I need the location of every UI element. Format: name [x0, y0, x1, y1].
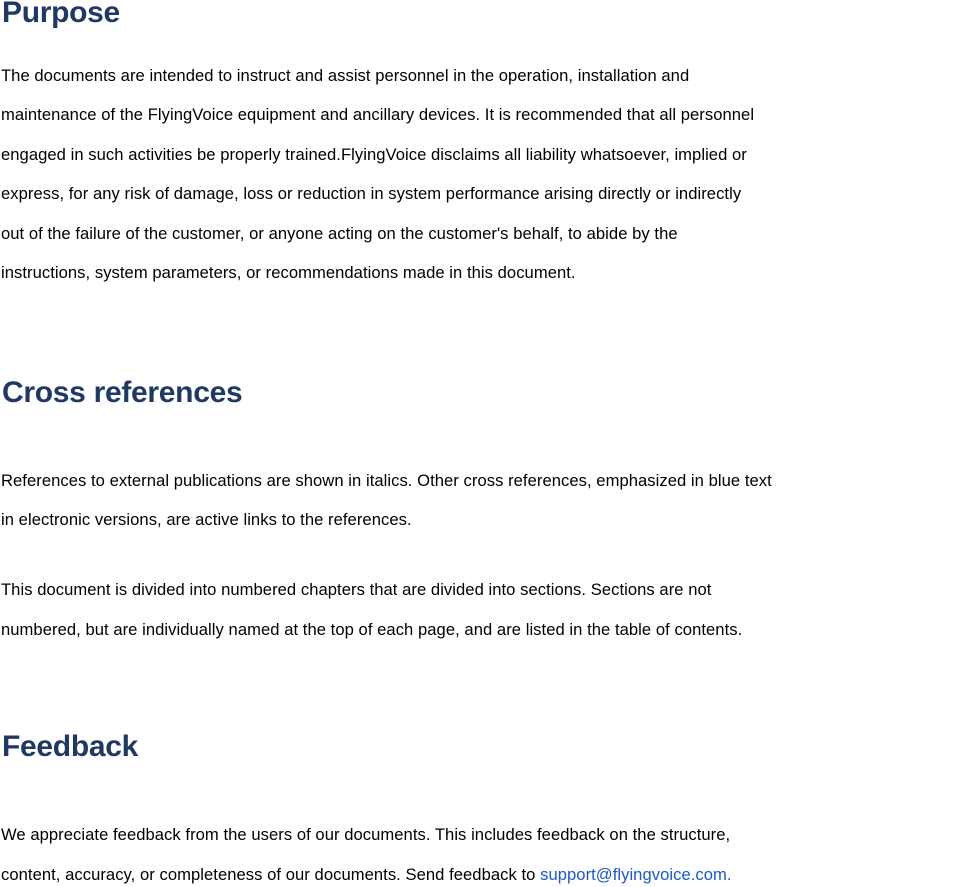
cross-references-line: This document is divided into numbered chapters that are divided into sections. Sections are not — [1, 580, 712, 599]
cross-references-line: References to external publications are shown in italics. Other cross references, emphasized in blue text — [1, 471, 772, 490]
cross-references-heading: Cross references — [2, 376, 243, 409]
purpose-heading: Purpose — [2, 0, 120, 29]
feedback-line: We appreciate feedback from the users of our documents. This includes feedback on the structure, — [1, 825, 731, 844]
support-email-link[interactable]: support@flyingvoice.com. — [540, 865, 732, 884]
purpose-line: out of the failure of the customer, or anyone acting on the customer's behalf, to abide by the — [1, 224, 678, 243]
cross-references-line: in electronic versions, are active links to the references. — [1, 510, 412, 529]
feedback-line — [1, 865, 732, 885]
feedback-line-text: content, accuracy, or completeness of our documents. Send feedback to — [1, 865, 541, 884]
purpose-line: instructions, system parameters, or recommendations made in this document. — [1, 263, 576, 282]
purpose-line: engaged in such activities be properly trained.FlyingVoice disclaims all liability whatsoever, implied or — [1, 145, 747, 164]
purpose-line: The documents are intended to instruct and assist personnel in the operation, installation and — [1, 66, 690, 85]
feedback-heading: Feedback — [2, 730, 138, 763]
purpose-line: express, for any risk of damage, loss or reduction in system performance arising directly or indirectly — [1, 184, 742, 203]
cross-references-line: numbered, but are individually named at the top of each page, and are listed in the table of contents. — [1, 620, 743, 639]
purpose-line: maintenance of the FlyingVoice equipment and ancillary devices. It is recommended that all personnel — [1, 105, 755, 124]
